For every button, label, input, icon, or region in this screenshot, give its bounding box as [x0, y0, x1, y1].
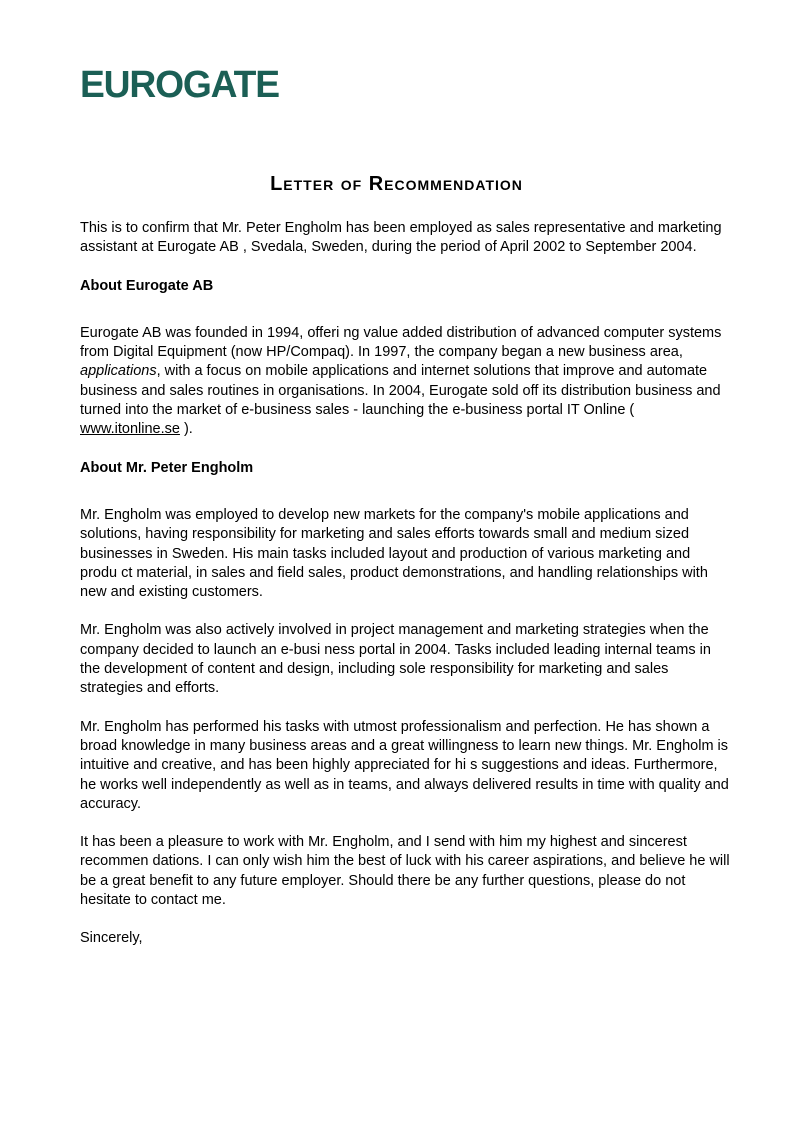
- company-paragraph: [80, 324, 730, 440]
- company-logo: EUROGATE: [80, 64, 279, 106]
- employment-paragraph: Mr. Engholm was employed to develop new markets for the company's mobile applications and solutions, having responsibility for marketing and sales efforts towards small and medium sized businesses in Sweden. His main tasks included layout and production of various marketing and produ ct material, in sales and field sales, product demonstrations, and handling relationships with new and existing customers.: [80, 506, 708, 601]
- itonline-link[interactable]: www.itonline.se: [80, 421, 180, 438]
- recommendation-paragraph: It has been a pleasure to work with Mr. Engholm, and I send with him my highest and sincerest recommen dations. I can only wish him the best of luck with his career aspirations, and believe he will be a great benefit to any future employer. Should there be any further questions, please do not hesitate to contact me.: [80, 834, 730, 909]
- company-text-part-1: Eurogate AB was founded in 1994, offeri ng value added distribution of advanced computer systems from Digital Equipment (now HP/Compaq). In 1997, the company began a new business area,: [80, 324, 722, 361]
- document-title: Letter of Recommendation: [270, 173, 523, 195]
- company-text-part-2: , with a focus on mobile applications and internet solutions that improve and automate business and sales routines in organisations. In 2004, Eurogate sold off its distribution business and turned into the market of e-business sales - launching the e-business portal IT Online (: [80, 363, 721, 419]
- performance-paragraph: Mr. Engholm has performed his tasks with utmost professionalism and perfection. He has shown a broad knowledge in many business areas and a great willingness to learn new things. Mr. Engholm is intuitive and creative, and has been highly appreciated for hi s suggestions and ideas. Furthermore, he works well independently as well as in teams, and always delivered results in time with quality and accuracy.: [80, 718, 729, 812]
- letter-body: [80, 219, 730, 949]
- intro-paragraph: This is to confirm that Mr. Peter Engholm has been employed as sales representative and marketing assistant at Eurogate AB , Svedala, Sweden, during the period of April 2002 to September 2004.: [80, 220, 722, 256]
- closing-text: Sincerely,: [80, 930, 143, 947]
- section-heading-company: About Eurogate AB: [80, 277, 214, 294]
- company-text-part-3: ).: [183, 421, 193, 438]
- section-heading-person: About Mr. Peter Engholm: [80, 459, 254, 476]
- project-paragraph: Mr. Engholm was also actively involved in project management and marketing strategies when the company decided to launch an e-busi ness portal in 2004. Tasks included leading internal teams in the development of content and design, including sole responsibility for marketing and sales strategies and efforts.: [80, 622, 711, 697]
- applications-emphasis: applications: [80, 363, 157, 380]
